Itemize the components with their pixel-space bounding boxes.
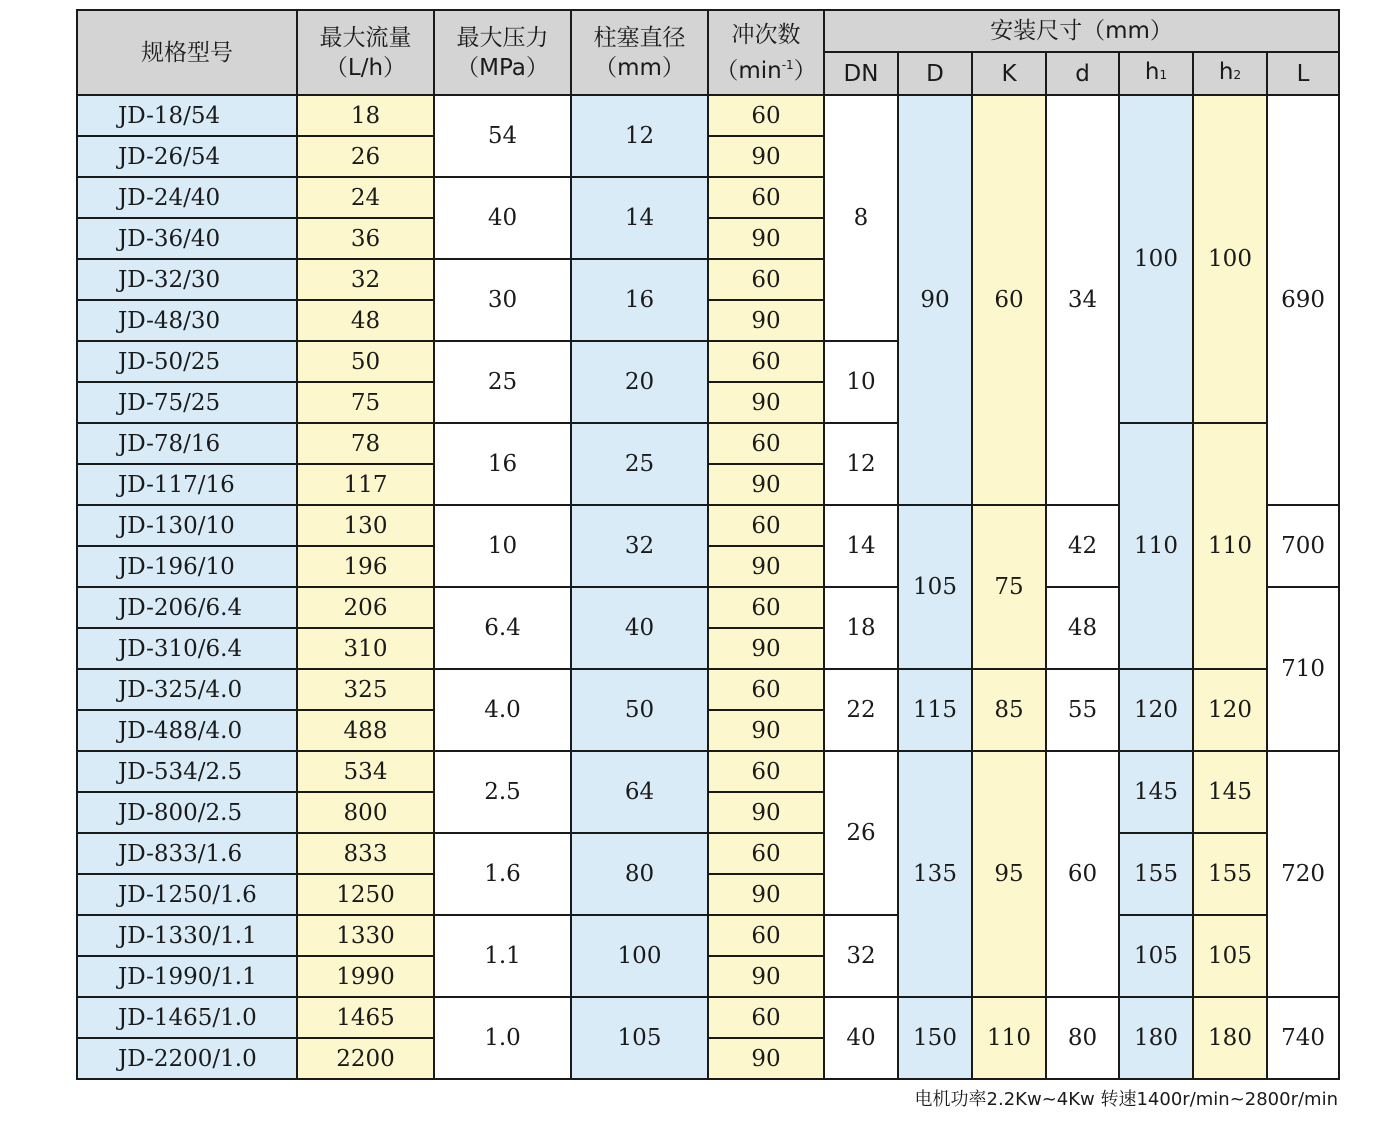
- h2-cell: 145: [1193, 751, 1267, 833]
- model-cell: JD-2200/1.0: [77, 1038, 297, 1079]
- l-cell: 710: [1267, 587, 1339, 751]
- d-small-cell: 48: [1046, 587, 1119, 669]
- strokes-cell: 60: [708, 423, 824, 464]
- header-h2: h2: [1193, 52, 1267, 95]
- pressure-cell: 54: [434, 95, 571, 177]
- strokes-cell: 90: [708, 792, 824, 833]
- model-cell: JD-75/25: [77, 382, 297, 423]
- flow-cell: 1250: [297, 874, 434, 915]
- table-row: [77, 95, 1339, 136]
- h1-cell: 155: [1119, 833, 1193, 915]
- model-cell: JD-1330/1.1: [77, 915, 297, 956]
- model-cell: JD-36/40: [77, 218, 297, 259]
- flow-cell: 206: [297, 587, 434, 628]
- model-cell: JD-488/4.0: [77, 710, 297, 751]
- model-cell: JD-117/16: [77, 464, 297, 505]
- strokes-cell: 90: [708, 382, 824, 423]
- strokes-cell: 60: [708, 833, 824, 874]
- flow-cell: 1990: [297, 956, 434, 997]
- h1-cell: 145: [1119, 751, 1193, 833]
- pressure-cell: 40: [434, 177, 571, 259]
- plunger-cell: 50: [571, 669, 708, 751]
- pressure-cell: 25: [434, 341, 571, 423]
- d-big-cell: 90: [898, 95, 972, 505]
- l-cell: 690: [1267, 95, 1339, 505]
- h1-cell: 100: [1119, 95, 1193, 423]
- strokes-cell: 90: [708, 546, 824, 587]
- header-pressure: 最大压力 （MPa）: [434, 10, 571, 95]
- dn-cell: 40: [824, 997, 898, 1079]
- header-k: K: [972, 52, 1046, 95]
- model-cell: JD-78/16: [77, 423, 297, 464]
- h1-cell: 180: [1119, 997, 1193, 1079]
- flow-cell: 325: [297, 669, 434, 710]
- pressure-cell: 16: [434, 423, 571, 505]
- flow-cell: 310: [297, 628, 434, 669]
- model-cell: JD-534/2.5: [77, 751, 297, 792]
- k-cell: 75: [972, 505, 1046, 669]
- model-cell: JD-800/2.5: [77, 792, 297, 833]
- plunger-cell: 105: [571, 997, 708, 1079]
- plunger-cell: 40: [571, 587, 708, 669]
- model-cell: JD-130/10: [77, 505, 297, 546]
- table-row: [77, 997, 1339, 1038]
- k-cell: 85: [972, 669, 1046, 751]
- flow-cell: 800: [297, 792, 434, 833]
- l-cell: 720: [1267, 751, 1339, 997]
- strokes-cell: 90: [708, 956, 824, 997]
- k-cell: 60: [972, 95, 1046, 505]
- strokes-cell: 60: [708, 669, 824, 710]
- d-small-cell: 42: [1046, 505, 1119, 587]
- table-row: [77, 423, 1339, 464]
- flow-cell: 32: [297, 259, 434, 300]
- plunger-cell: 25: [571, 423, 708, 505]
- l-cell: 740: [1267, 997, 1339, 1079]
- strokes-cell: 60: [708, 587, 824, 628]
- pressure-cell: 10: [434, 505, 571, 587]
- flow-cell: 833: [297, 833, 434, 874]
- plunger-cell: 100: [571, 915, 708, 997]
- model-cell: JD-1465/1.0: [77, 997, 297, 1038]
- model-cell: JD-24/40: [77, 177, 297, 218]
- dn-cell: 26: [824, 751, 898, 915]
- dn-cell: 18: [824, 587, 898, 669]
- flow-cell: 1465: [297, 997, 434, 1038]
- h2-cell: 155: [1193, 833, 1267, 915]
- pressure-cell: 30: [434, 259, 571, 341]
- model-cell: JD-833/1.6: [77, 833, 297, 874]
- d-big-cell: 115: [898, 669, 972, 751]
- table-row: [77, 833, 1339, 874]
- flow-cell: 196: [297, 546, 434, 587]
- plunger-cell: 16: [571, 259, 708, 341]
- plunger-cell: 32: [571, 505, 708, 587]
- header-dn: DN: [824, 52, 898, 95]
- model-cell: JD-32/30: [77, 259, 297, 300]
- pressure-cell: 1.0: [434, 997, 571, 1079]
- strokes-cell: 90: [708, 628, 824, 669]
- strokes-cell: 90: [708, 218, 824, 259]
- strokes-cell: 60: [708, 505, 824, 546]
- header-d-small: d: [1046, 52, 1119, 95]
- flow-cell: 75: [297, 382, 434, 423]
- spec-table: [76, 9, 1340, 1080]
- strokes-cell: 60: [708, 751, 824, 792]
- d-big-cell: 105: [898, 505, 972, 669]
- table-row: [77, 915, 1339, 956]
- flow-cell: 48: [297, 300, 434, 341]
- table-row: [77, 751, 1339, 792]
- plunger-cell: 14: [571, 177, 708, 259]
- h2-cell: 105: [1193, 915, 1267, 997]
- strokes-cell: 60: [708, 915, 824, 956]
- strokes-cell: 90: [708, 464, 824, 505]
- h1-cell: 105: [1119, 915, 1193, 997]
- model-cell: JD-26/54: [77, 136, 297, 177]
- d-small-cell: 80: [1046, 997, 1119, 1079]
- strokes-cell: 60: [708, 177, 824, 218]
- h2-cell: 180: [1193, 997, 1267, 1079]
- strokes-cell: 60: [708, 259, 824, 300]
- plunger-cell: 64: [571, 751, 708, 833]
- pressure-cell: 4.0: [434, 669, 571, 751]
- strokes-cell: 90: [708, 136, 824, 177]
- strokes-cell: 90: [708, 874, 824, 915]
- header-h1: h1: [1119, 52, 1193, 95]
- model-cell: JD-48/30: [77, 300, 297, 341]
- dn-cell: 22: [824, 669, 898, 751]
- flow-cell: 488: [297, 710, 434, 751]
- d-small-cell: 60: [1046, 751, 1119, 997]
- pressure-cell: 1.1: [434, 915, 571, 997]
- strokes-cell: 60: [708, 997, 824, 1038]
- flow-cell: 18: [297, 95, 434, 136]
- d-big-cell: 135: [898, 751, 972, 997]
- dn-cell: 12: [824, 423, 898, 505]
- header-strokes: 冲次数 $(\min^{-1})$: [708, 10, 824, 95]
- strokes-cell: 60: [708, 341, 824, 382]
- flow-cell: 50: [297, 341, 434, 382]
- plunger-cell: 80: [571, 833, 708, 915]
- flow-cell: 130: [297, 505, 434, 546]
- h2-cell: 120: [1193, 669, 1267, 751]
- plunger-cell: 20: [571, 341, 708, 423]
- d-small-cell: 55: [1046, 669, 1119, 751]
- l-cell: 700: [1267, 505, 1339, 587]
- model-cell: JD-1250/1.6: [77, 874, 297, 915]
- h2-cell: 100: [1193, 95, 1267, 423]
- header-d-big: D: [898, 52, 972, 95]
- pressure-cell: 2.5: [434, 751, 571, 833]
- k-cell: 110: [972, 997, 1046, 1079]
- header-l: L: [1267, 52, 1339, 95]
- model-cell: JD-18/54: [77, 95, 297, 136]
- flow-cell: 2200: [297, 1038, 434, 1079]
- model-cell: JD-310/6.4: [77, 628, 297, 669]
- strokes-cell: 60: [708, 95, 824, 136]
- header-install: 安装尺寸（mm）: [824, 10, 1339, 52]
- model-cell: JD-325/4.0: [77, 669, 297, 710]
- d-big-cell: 150: [898, 997, 972, 1079]
- flow-cell: 534: [297, 751, 434, 792]
- dn-cell: 14: [824, 505, 898, 587]
- pressure-cell: 6.4: [434, 587, 571, 669]
- footnote: 电机功率2.2Kw~4Kw 转速1400r/min~2800r/min: [914, 1089, 1338, 1110]
- strokes-cell: 90: [708, 710, 824, 751]
- flow-cell: 26: [297, 136, 434, 177]
- strokes-cell: 90: [708, 1038, 824, 1079]
- model-cell: JD-196/10: [77, 546, 297, 587]
- flow-cell: 36: [297, 218, 434, 259]
- flow-cell: 117: [297, 464, 434, 505]
- model-cell: JD-50/25: [77, 341, 297, 382]
- h2-cell: 110: [1193, 423, 1267, 669]
- model-cell: JD-206/6.4: [77, 587, 297, 628]
- h1-cell: 110: [1119, 423, 1193, 669]
- k-cell: 95: [972, 751, 1046, 997]
- dn-cell: 32: [824, 915, 898, 997]
- header-flow: 最大流量 （L/h）: [297, 10, 434, 95]
- d-small-cell: 34: [1046, 95, 1119, 505]
- strokes-cell: 90: [708, 300, 824, 341]
- flow-cell: 78: [297, 423, 434, 464]
- model-cell: JD-1990/1.1: [77, 956, 297, 997]
- h1-cell: 120: [1119, 669, 1193, 751]
- header-plunger: 柱塞直径 （mm）: [571, 10, 708, 95]
- header-model: 规格型号: [77, 10, 297, 95]
- plunger-cell: 12: [571, 95, 708, 177]
- pressure-cell: 1.6: [434, 833, 571, 915]
- dn-cell: 10: [824, 341, 898, 423]
- table-row: [77, 669, 1339, 710]
- dn-cell: 8: [824, 95, 898, 341]
- flow-cell: 1330: [297, 915, 434, 956]
- flow-cell: 24: [297, 177, 434, 218]
